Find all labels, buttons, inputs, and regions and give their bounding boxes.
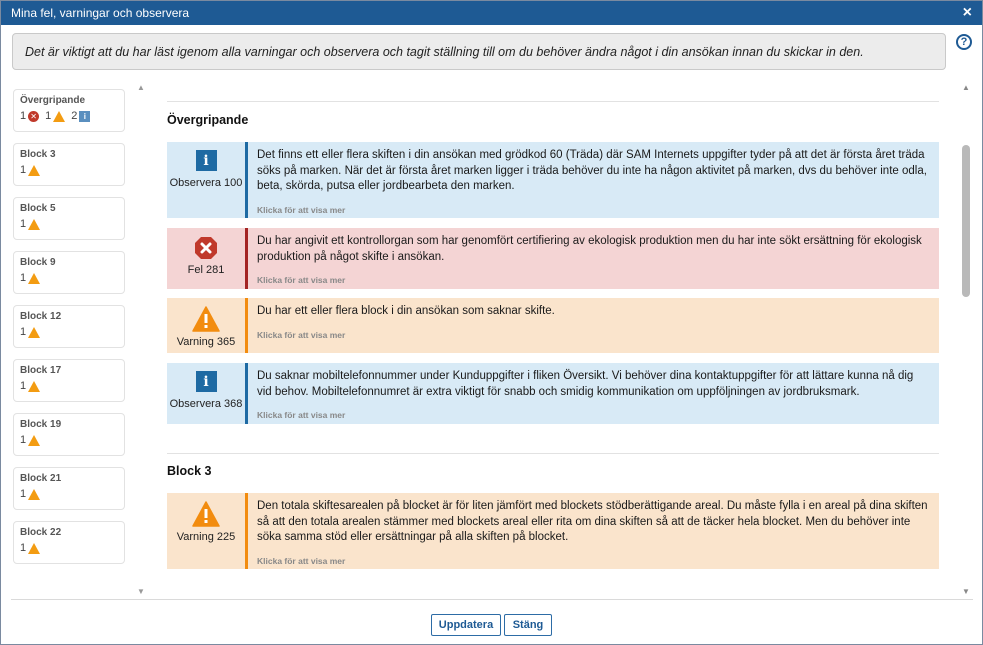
show-more-link[interactable]: Klicka för att visa mer <box>257 275 346 285</box>
footer-divider <box>11 599 973 600</box>
message-body <box>248 228 939 289</box>
message-type <box>167 298 245 353</box>
sidebar-item-label: Block 21 <box>20 473 62 484</box>
section-divider <box>167 453 939 454</box>
warning-count: 1 <box>20 164 27 176</box>
message-type <box>167 228 245 289</box>
warning-icon <box>192 306 220 332</box>
show-more-link[interactable]: Klicka för att visa mer <box>257 555 346 566</box>
message-varning-365[interactable] <box>167 298 939 353</box>
warning-count: 1 <box>20 434 27 446</box>
sidebar-item-label: Block 17 <box>20 365 62 376</box>
section-title: Block 3 <box>167 464 212 478</box>
message-text: Du har ett eller flera block i din ansökan som saknar skifte. <box>257 305 555 317</box>
update-button[interactable]: Uppdatera <box>431 614 501 636</box>
warning-icon <box>28 273 40 284</box>
sidebar-item-counts <box>20 542 118 554</box>
sidebar-item-overgripande[interactable] <box>13 89 125 132</box>
sidebar-item-block-17[interactable] <box>13 359 125 402</box>
sidebar-item-block-12[interactable] <box>13 305 125 348</box>
message-observera-368[interactable] <box>167 363 939 424</box>
sidebar-item-label: Block 19 <box>20 419 62 430</box>
sidebar-item-block-9[interactable] <box>13 251 125 294</box>
show-more-link[interactable]: Klicka för att visa mer <box>257 410 346 420</box>
intro-notice: Det är viktigt att du har läst igenom alla varningar och observera och tagit ställning till om du behöver ändra något i din ansökan innan du skickar in den. <box>12 33 946 70</box>
message-fel-281[interactable] <box>167 228 939 289</box>
warning-count: 1 <box>45 110 52 122</box>
dialog-title: Mina fel, varningar och observera <box>11 6 190 20</box>
warning-icon <box>28 381 40 392</box>
info-icon: i <box>196 371 217 392</box>
sidebar-item-label: Block 5 <box>20 203 56 214</box>
message-label: Observera 100 <box>169 177 243 189</box>
message-text: Den totala skiftesarealen på blocket är för liten jämfört med blockets stödberättigande areal. Du måste fylla i en areal på dina skiften så att den totala arealen stämmer med blockets areal eller rita om dina skiften så att de täcker hela blocket. Men du behöver inte söka samma stöd eller ersättningar på alla skiften på blocket. <box>257 500 928 543</box>
info-icon: i <box>79 111 90 122</box>
message-body <box>248 493 939 569</box>
message-text: Du har angivit ett kontrollorgan som har genomfört certifiering av ekologisk produktion men du har inte sökt ersättning för ekologisk produktion på något skifte i ansökan. <box>257 235 922 263</box>
close-icon[interactable]: × <box>962 4 972 21</box>
sidebar-item-label: Övergripande <box>20 95 86 106</box>
message-text: Du saknar mobiltelefonnummer under Kunduppgifter i fliken Översikt. Vi behöver dina kontaktuppgifter för att lättare kunna nå dig vid behov. Mobiltelefonnumret är extra viktigt för snabb och smidig kommunikation om uppföljningen av jordbruksmark. <box>257 370 914 398</box>
sidebar-item-block-21[interactable] <box>13 467 125 510</box>
message-type <box>167 142 245 218</box>
warning-icon <box>28 219 40 230</box>
sidebar-item-counts <box>20 326 118 338</box>
info-icon: i <box>196 150 217 171</box>
warning-count: 1 <box>20 542 27 554</box>
warning-count: 1 <box>20 380 27 392</box>
message-label: Fel 281 <box>187 264 225 276</box>
sidebar-scroll-down-icon[interactable]: ▼ <box>137 587 145 596</box>
sidebar-item-counts <box>20 434 118 446</box>
message-type <box>167 363 245 424</box>
warning-icon <box>53 111 65 122</box>
error-count: 1 <box>20 110 27 122</box>
sidebar-item-counts <box>20 488 118 500</box>
warning-icon <box>28 165 40 176</box>
sidebar-item-counts <box>20 380 118 392</box>
warning-count: 1 <box>20 218 27 230</box>
section-divider <box>167 101 939 102</box>
sidebar-item-label: Block 9 <box>20 257 56 268</box>
sidebar-item-label: Block 22 <box>20 527 62 538</box>
message-observera-100[interactable] <box>167 142 939 218</box>
main-scrollbar[interactable] <box>959 83 973 599</box>
warning-icon <box>28 489 40 500</box>
sidebar-item-label: Block 12 <box>20 311 62 322</box>
message-body <box>248 298 939 353</box>
message-list <box>147 83 959 595</box>
warning-icon <box>192 501 220 527</box>
warning-icon <box>28 543 40 554</box>
warning-icon <box>28 435 40 446</box>
sidebar-item-block-5[interactable] <box>13 197 125 240</box>
scroll-up-icon[interactable]: ▲ <box>962 83 970 92</box>
close-button[interactable]: Stäng <box>504 614 552 636</box>
sidebar-item-block-19[interactable] <box>13 413 125 456</box>
sidebar-item-block-22[interactable] <box>13 521 125 564</box>
sidebar-item-counts <box>20 218 118 230</box>
sidebar-item-block-3[interactable] <box>13 143 125 186</box>
error-icon <box>194 236 218 260</box>
warning-count: 1 <box>20 488 27 500</box>
warning-count: 1 <box>20 326 27 338</box>
sidebar-scroll-up-icon[interactable]: ▲ <box>137 83 145 92</box>
block-sidebar <box>11 87 129 592</box>
dialog-titlebar <box>1 1 982 25</box>
message-varning-225[interactable] <box>167 493 939 569</box>
message-label: Varning 365 <box>176 336 236 348</box>
message-label: Observera 368 <box>169 398 243 410</box>
error-icon: ✕ <box>28 111 39 122</box>
sidebar-item-counts <box>20 110 118 122</box>
message-body <box>248 363 939 424</box>
show-more-link[interactable]: Klicka för att visa mer <box>257 204 346 215</box>
message-text: Det finns ett eller flera skiften i din ansökan med grödkod 60 (Träda) där SAM Internets uppgifter tyder på att det är första året träda söks på marken. När det är första året marken ligger i träda behöver du inte ha någon aktivitet på marken, dvs du behöver inte odla, beta, skörda, putsa eller jordbearbeta den marken. <box>257 149 927 192</box>
scrollbar-thumb[interactable] <box>962 145 970 297</box>
sidebar-item-label: Block 3 <box>20 149 56 160</box>
info-count: 2 <box>71 110 78 122</box>
help-icon[interactable]: ? <box>956 34 972 50</box>
scroll-down-icon[interactable]: ▼ <box>962 587 970 596</box>
message-label: Varning 225 <box>176 531 236 543</box>
message-type <box>167 493 245 569</box>
message-body <box>248 142 939 218</box>
section-title: Övergripande <box>167 113 249 127</box>
show-more-link[interactable]: Klicka för att visa mer <box>257 329 346 340</box>
warning-count: 1 <box>20 272 27 284</box>
sidebar-item-counts <box>20 272 118 284</box>
warning-icon <box>28 327 40 338</box>
sidebar-item-counts <box>20 164 118 176</box>
